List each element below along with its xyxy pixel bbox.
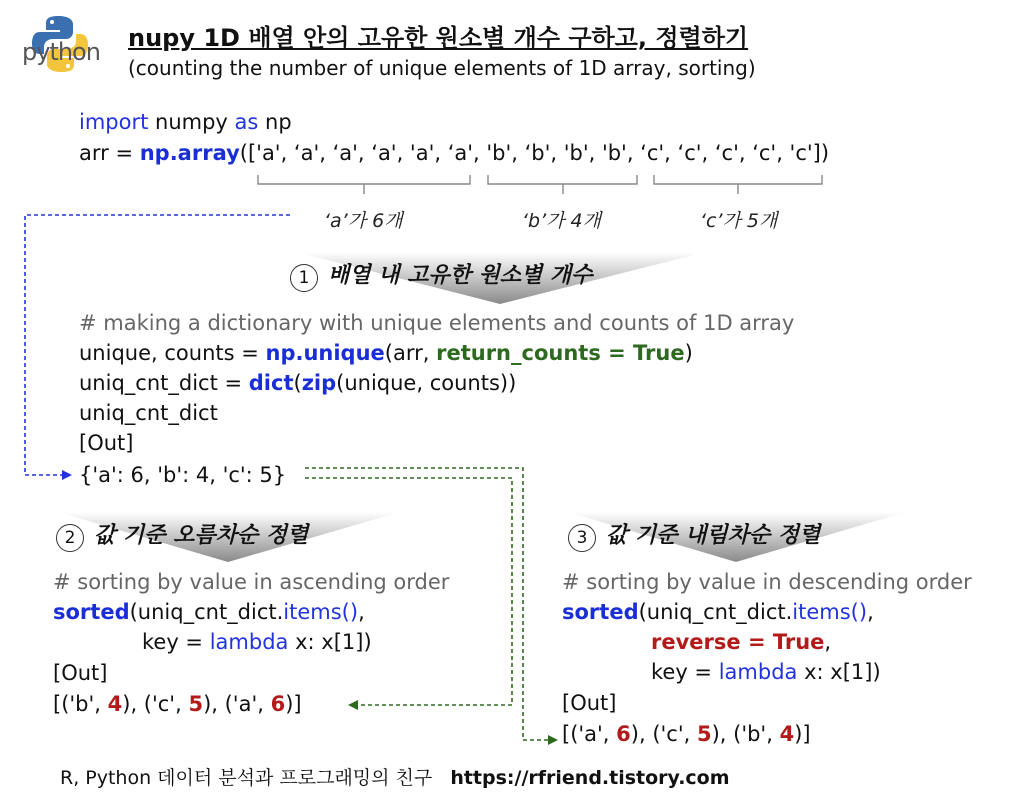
code-text: ( xyxy=(293,371,302,395)
section2-out-value xyxy=(53,689,302,719)
section3-title: 값 기준 내림차순 정렬 xyxy=(606,523,821,548)
page-title: nupy 1D 배열 안의 고유한 원소별 개수 구하고, 정렬하기 xyxy=(128,24,749,52)
keyword-import: import xyxy=(79,110,149,134)
keyword-as: as xyxy=(234,110,259,134)
code-text: (uniq_cnt_dict. xyxy=(129,600,284,624)
code-text: , xyxy=(824,630,832,654)
footer-url-link[interactable]: https://rfriend.tistory.com xyxy=(450,767,730,789)
code-text: ) xyxy=(684,341,693,365)
code-text: , xyxy=(358,600,365,624)
code-text: np xyxy=(258,110,292,134)
footer xyxy=(60,763,730,790)
keyword-lambda: lambda xyxy=(209,630,289,654)
section3-line-reverse xyxy=(651,627,831,657)
section2-comment xyxy=(53,567,449,597)
function-dict: dict xyxy=(248,371,294,395)
section3-line-sorted xyxy=(562,597,874,627)
code-text: )] xyxy=(794,722,811,746)
code-comment: # sorting by value in ascending order xyxy=(53,570,450,594)
count-value: 4 xyxy=(779,722,795,746)
section3-out-label: [Out] xyxy=(562,691,617,715)
code-text: (['a', ‘a', ‘a', ‘a', 'a', ‘a', 'b', ‘b', 'b', 'b', ‘c', ‘c', ‘c', ‘c', 'c']) xyxy=(239,141,830,165)
keyword-lambda: lambda xyxy=(718,660,798,684)
section3-line-key xyxy=(651,657,881,687)
brace-label-a: ‘a’가 6개 xyxy=(324,210,403,232)
section1-out-label: [Out] xyxy=(79,431,134,455)
section2-line-key xyxy=(142,627,372,657)
section2-heading xyxy=(56,518,308,552)
code-text: (unique, counts)) xyxy=(336,371,517,395)
section1-line-var: uniq_cnt_dict xyxy=(79,401,218,425)
code-text: key = xyxy=(651,660,719,684)
count-value: 5 xyxy=(696,722,712,746)
code-text: ), ('b', xyxy=(711,722,780,746)
page-subtitle: (counting the number of unique elements of 1D array, sorting) xyxy=(128,56,756,80)
count-value: 6 xyxy=(616,722,631,746)
section2-title: 값 기준 오름차순 정렬 xyxy=(94,523,309,548)
code-text: unique, counts = xyxy=(79,341,266,365)
section1-number: 1 xyxy=(290,264,318,292)
code-comment: # sorting by value in descending order xyxy=(562,570,972,594)
count-value: 6 xyxy=(270,692,286,716)
section3-heading xyxy=(568,518,820,552)
python-logo-text: python xyxy=(22,38,100,66)
code-text: (uniq_cnt_dict. xyxy=(638,600,793,624)
count-value: 5 xyxy=(188,692,204,716)
code-text: uniq_cnt_dict = xyxy=(79,371,249,395)
arg-return-counts: return_counts = True xyxy=(436,341,685,365)
section1-heading xyxy=(290,258,592,292)
code-comment: # making a dictionary with unique elements and counts of 1D array xyxy=(79,311,795,335)
function-np-unique: np.unique xyxy=(265,341,385,365)
section1-out-value: {'a': 6, 'b': 4, 'c': 5} xyxy=(79,463,287,487)
footer-text: R, Python 데이터 분석과 프로그래밍의 친구 xyxy=(60,767,433,789)
code-text: )] xyxy=(285,692,302,716)
method-items: items() xyxy=(792,600,868,624)
code-text: x: x[1]) xyxy=(797,660,881,684)
code-text: arr = xyxy=(79,141,140,165)
section2-line-sorted xyxy=(53,597,365,627)
code-text: x: x[1]) xyxy=(288,630,372,654)
code-text: [('b', xyxy=(53,692,108,716)
section1-title: 배열 내 고유한 원소별 개수 xyxy=(328,263,593,288)
brace-label-c: ‘c’가 5개 xyxy=(700,210,778,232)
section1-line-dict xyxy=(79,368,516,398)
code-text: ), ('c', xyxy=(122,692,189,716)
method-items: items() xyxy=(283,600,359,624)
function-zip: zip xyxy=(301,371,337,395)
code-text: numpy xyxy=(148,110,235,134)
function-sorted: sorted xyxy=(53,600,130,624)
section3-comment xyxy=(562,567,972,597)
code-text: , xyxy=(867,600,874,624)
code-text: [('a', xyxy=(562,722,617,746)
section3-out-value xyxy=(562,719,811,749)
code-text: key = xyxy=(142,630,210,654)
section1-line-unique xyxy=(79,338,693,368)
function-np-array: np.array xyxy=(139,141,240,165)
code-text: ), ('a', xyxy=(203,692,271,716)
code-text: (arr, xyxy=(384,341,437,365)
count-value: 4 xyxy=(107,692,123,716)
code-text: ), ('c', xyxy=(630,722,697,746)
arg-reverse: reverse = True xyxy=(651,630,825,654)
section2-out-label: [Out] xyxy=(53,661,108,685)
brace-label-b: ‘b’가 4개 xyxy=(522,210,601,232)
section1-comment xyxy=(79,308,794,338)
section2-number: 2 xyxy=(56,524,84,552)
section3-number: 3 xyxy=(568,524,596,552)
function-sorted: sorted xyxy=(562,600,639,624)
